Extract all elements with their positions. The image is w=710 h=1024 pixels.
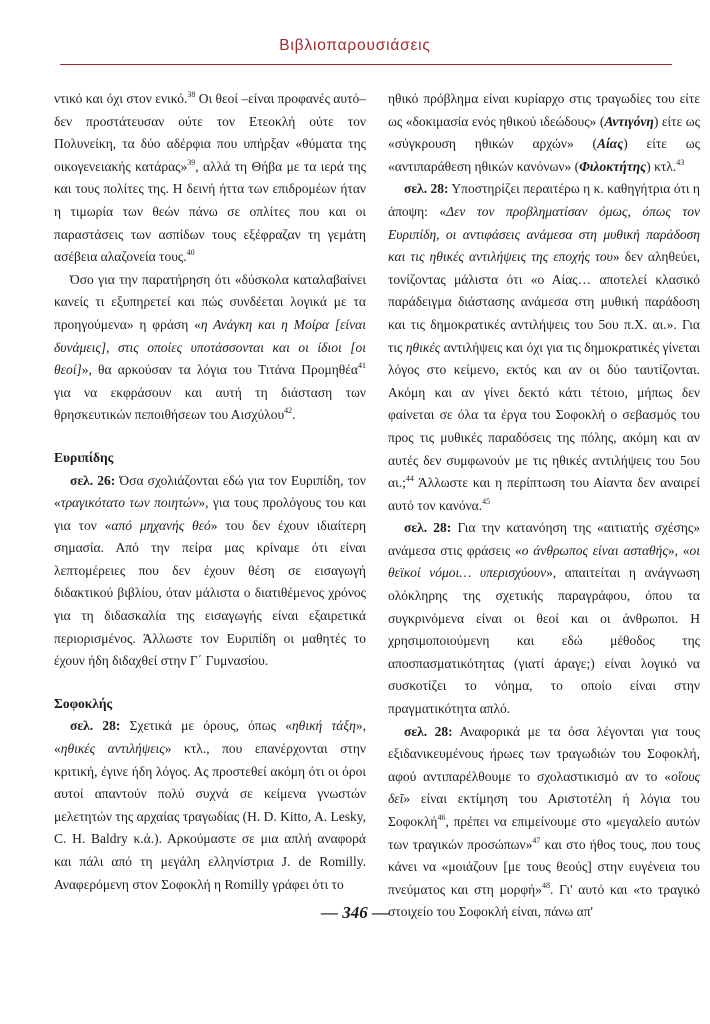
text-run: Άλλωστε και η περίπτωση του Αίαντα δεν αναιρεί αυτό τον κανόνα.: [388, 475, 700, 513]
header-rule: [60, 64, 672, 65]
paragraph: [388, 88, 700, 178]
page-reference: σελ. 26:: [70, 472, 116, 488]
text-run: », για τους προλόγους του και για τον «: [54, 495, 367, 533]
quoted-phrase: ηθική τάξη: [291, 718, 356, 734]
text-run: Όσο για την παρατήρηση ότι «δύσκολα καταλαβαίνει κανείς τι εξυπηρετεί και πώς συνδέεται λογικά με τα προηγούμενα» η φράση «: [54, 271, 366, 332]
text-run: Για την κατανόηση της «αιτιατής σχέσης» ανάμεσα στις φράσεις «: [388, 520, 700, 558]
quoted-phrase: οἵους δεῖ: [388, 768, 700, 807]
quoted-phrase: η Ανάγκη και η Μοίρα [είναι δυνάμεις], στις οποίες υποτάσσονται και οι ίδιοι [οι θεοί]: [54, 316, 366, 378]
text-run: ) είτε ως «αντιπαράθεση ηθικών κανόνων» (: [388, 136, 700, 174]
text-run: » είναι εκτίμηση του Αριστοτέλη ή λόγια του Σοφοκλή: [388, 791, 700, 829]
page-number-label: — 346 —: [321, 903, 389, 922]
quoted-phrase: τραγικότατο των ποιητών: [60, 495, 199, 511]
text-run: ηθικό πρόβλημα είναι κυρίαρχο στις τραγωδίες του είτε ως «δοκιμασία ενός ηθικού ιδεώδους» (: [388, 91, 700, 129]
text-run: ντικό και όχι στον ενικό.: [54, 91, 188, 106]
quoted-phrase: ηθικές αντιλήψεις: [60, 741, 165, 757]
paragraph: [54, 88, 366, 269]
text-run: Υποστηρίζει περαιτέρω η κ. καθηγήτρια ότι η άποψη: «: [388, 181, 700, 219]
work-title: Φιλοκτήτης: [579, 158, 647, 174]
text-run: Αναφορικά με τα όσα λέγονται για τους εξιδανικευμένους ήρωες των τραγωδιών του Σοφοκλή, αφού αντιπαρέλθουμε το σχολαστικισμό αν το «: [388, 723, 700, 784]
section-title: Βιβλιοπαρουσιάσεις: [279, 37, 431, 54]
text-run: Σοφοκλής: [54, 695, 113, 711]
section-heading: [54, 447, 366, 470]
footnote-ref: 41: [358, 361, 366, 371]
work-title: Αντιγόνη: [604, 113, 654, 129]
text-run: Σχετικά με όρους, όπως «: [120, 718, 292, 734]
right-column: [388, 88, 700, 924]
text-run: Οι θεοί –είναι προφανές αυτό– δεν προστάτευσαν ούτε τον Ετεοκλή ούτε τον Πολυνείκη, τα δύο αδέρφια που υπήρξαν «θύματα της οικογενειακής κατάρας»: [54, 91, 366, 174]
section-heading: [54, 693, 366, 716]
text-run: », απαιτείται η ανάγνωση ολόκληρης της σχετικής παραγράφου, όπου τα συγκρινόμενα είναι οι θεοί και οι άνθρωποι. Η χρησιμοποιούμενη και εδώ μέθοδος της αποσπασματικότητας (γιατί άραγε;) είναι λογικό να συσκοτίζει το νόημα, το οποίο είναι στην πραγματικότητα απλό.: [388, 565, 700, 717]
paragraph: [54, 470, 366, 673]
footnote-ref: 46: [437, 813, 446, 822]
text-run: , αλλά τη Θήβα με τα ιερά της και τους πολίτες της. Η δεινή ήττα των επιδρομέων ήταν η τιμωρία των θεών πάνω σε οπλίτες που και οι παραστάσεις των ασπίδων τους εξέφραζαν τη γεμάτη ασέβεια αλαζονεία τους.: [54, 158, 367, 265]
paragraph: [388, 721, 700, 924]
text-run: και στο ήθος τους, που τους κάνει να «μοιάζουν [με τους θεούς] στην ευγένεια του πνεύματος και στη μορφή»: [388, 836, 701, 897]
footnote-ref: 38: [187, 90, 196, 99]
text-run: .: [292, 407, 296, 423]
text-run: » δεν αληθεύει, τονίζοντας μάλιστα ότι «ο Αίας… αποτελεί κλασικό παράδειγμα διάστασης ανάμεσα στη μυθική παράδοση και τις δημοκρατικές αντιλήψεις του 5ου π.Χ. αι.». Για τις: [388, 249, 700, 355]
text-run: », «: [667, 542, 690, 558]
text-run: ) κτλ.: [646, 158, 677, 174]
text-run: για να εκφράσουν και αυτή τη διάσταση των θρησκευτικών πεποιθήσεων του Αισχύλου: [54, 384, 366, 423]
paragraph: [54, 715, 366, 896]
section-spacer: [54, 427, 366, 447]
footnote-ref: 43: [676, 157, 685, 167]
text-run: , πρέπει να επιμείνουμε στο «μεγαλείο αυτών των τραγικών προσώπων»: [388, 814, 700, 852]
page-reference: σελ. 28:: [404, 723, 453, 739]
page-number: [0, 903, 710, 923]
text-run: » κτλ., που επανέρχονται στην κριτική, έγινε ήδη λόγος. Ας προστεθεί ακόμη ότι οι όροι αυτοί απαντούν πολύ συχνά σε κείμενα γνωστών μελετητών της αρχαίας τραγωδίας (H. D. Kitto, A. Lesky, C. H. Baldry κ.ά.). Αρκούμαστε σε μια απλή αναφορά και πάλι από τη μεγάλη ελληνίστρια J. de Romilly. Αναφερόμενη στον Σοφοκλή η Romilly γράφει ότι το: [54, 741, 367, 892]
quoted-phrase: οι θεϊκοί νόμοι… υπερισχύουν: [388, 542, 700, 581]
quoted-phrase: από μηχανής θεό: [111, 517, 211, 533]
paragraph: [388, 178, 700, 517]
footnote-ref: 40: [186, 248, 195, 258]
work-title: Αίας: [597, 136, 624, 152]
paragraph: [388, 517, 700, 720]
footnote-ref: 45: [482, 496, 491, 506]
footnote-ref: 39: [187, 157, 196, 167]
text-run: », θα αρκούσαν τα λόγια του Τιτάνα Προμηθέα: [81, 362, 358, 378]
paragraph: [54, 269, 366, 427]
footnote-ref: 48: [541, 880, 550, 890]
page-reference: σελ. 28:: [404, 181, 449, 197]
quoted-phrase: ηθικές: [405, 339, 441, 355]
footnote-ref: 44: [405, 474, 414, 484]
text-run: » του δεν έχουν ιδιαίτερη σημασία. Από την πείρα μας κρίναμε ότι είναι λεπτομέρειες που δεν έχουν θέση σε εισαγωγή διδακτικού βιβλίου, όταν μάλιστα ο διατιθέμενος χρόνος για τη διδασκαλία της εισαγωγής είναι εξαιρετικά περιορισμένος. Άλλωστε τον Ευριπίδη οι μαθητές το έχουν ήδη διδαχθεί στην Γ΄ Γυμνασίου.: [54, 517, 366, 669]
running-header: [0, 37, 710, 55]
quoted-phrase: ο άνθρωπος είναι ασταθής: [521, 542, 668, 558]
footnote-ref: 47: [532, 835, 541, 845]
text-run: ) είτε ως «σύγκρουση ηθικών αρχών» (: [388, 113, 700, 152]
page-reference: σελ. 28:: [404, 520, 452, 536]
text-run: . Γι' αυτό και «το τραγικό στοιχείο του Σοφοκλή είναι, πάνω απ': [388, 881, 700, 920]
footnote-ref: 42: [284, 406, 293, 416]
text-run: Ευριπίδης: [54, 449, 114, 465]
text-run: », «: [54, 718, 366, 757]
quoted-phrase: Δεν τον προβληματίσαν όμως, όπως τον Ευριπίδη, οι αντιφάσεις ανάμεσα στη μυθική παράδοση και τις ηθικές αντιλήψεις της εποχής του: [388, 203, 700, 265]
section-spacer: [54, 673, 366, 693]
text-run: αντιλήψεις και όχι για τις δημοκρατικές γίνεται λόγος στο κείμενο, εκτός και αν οι δύο ταυτίζονται. Ακόμη και αν γίνει δεκτό κάτι τέτοιο, μήπως δεν φαίνεται σε όλα τα έργα του Σοφοκλή ο σεβασμός του προς τις μυθικές παραδόσεις της πόλης, ακόμη και αν αυτές δεν συμφωνούν με τις ηθικές αντιλήψεις του 5ου αι.;: [388, 339, 700, 491]
left-column: [54, 88, 366, 896]
page-reference: σελ. 28:: [70, 718, 121, 734]
text-run: Όσα σχολιάζονται εδώ για τον Ευριπίδη, τον «: [54, 472, 366, 511]
